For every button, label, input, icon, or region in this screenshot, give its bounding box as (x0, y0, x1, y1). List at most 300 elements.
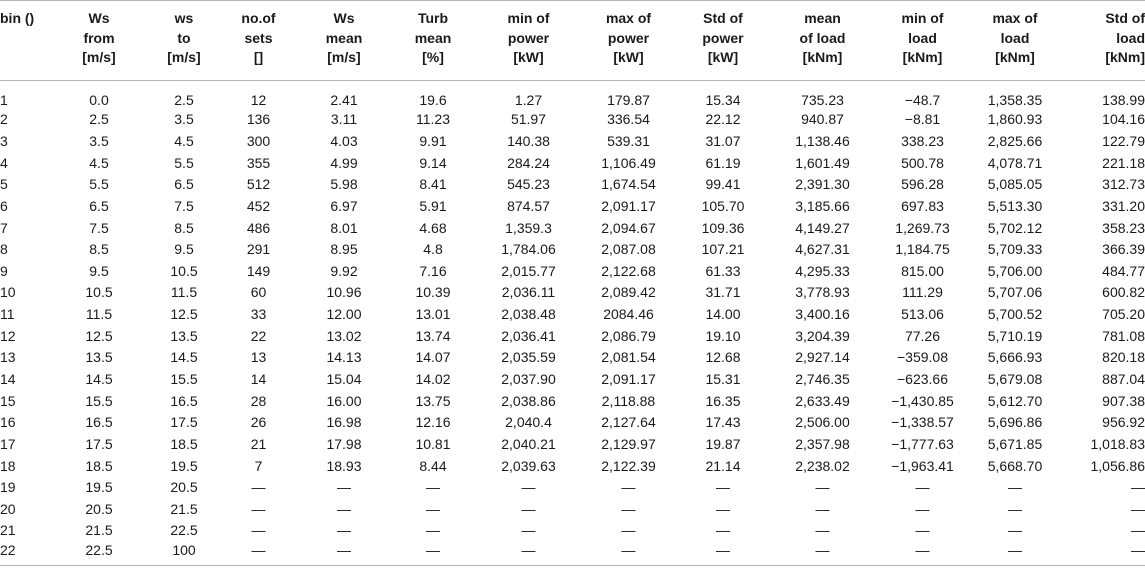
table-cell: 2,633.49 (795, 392, 850, 409)
table-cell: 2,037.90 (501, 371, 556, 387)
table-row (0, 542, 1145, 566)
table-row (0, 282, 1145, 304)
table-cell: 10.5 (85, 284, 113, 301)
table-cell: 11.23 (416, 111, 450, 128)
table-cell: 20.5 (85, 500, 113, 517)
table-cell: — (251, 500, 266, 517)
bin-number-cell: 12 (0, 327, 16, 344)
table-row (0, 369, 1145, 391)
table-cell: — (969, 542, 1061, 566)
table-cell: −1,338.57 (891, 414, 954, 431)
bin-number-cell: 11 (0, 306, 15, 323)
table-cell: — (716, 522, 730, 539)
table-cell: — (915, 500, 930, 517)
table-cell: 51.97 (510, 111, 547, 128)
table-cell: 7 (254, 457, 263, 474)
column-header: Turb mean [%] (389, 1, 477, 81)
table-cell: 5,710.19 (987, 327, 1043, 344)
table-cell: — (815, 522, 830, 539)
table-cell: 5,085.05 (987, 176, 1043, 193)
table-cell: 4.99 (330, 154, 358, 171)
table-cell: 15.04 (326, 371, 362, 387)
table-cell: — (815, 479, 830, 496)
table-cell: 5,707.06 (987, 284, 1043, 301)
table-cell: 2.5 (89, 111, 109, 128)
table-cell: 5.98 (330, 176, 358, 193)
table-cell: 17.5 (85, 435, 113, 452)
table-row (0, 131, 1145, 153)
table-cell: 3,204.39 (795, 327, 850, 344)
table-cell: 12.16 (415, 414, 451, 431)
table-cell: 2,040.4 (505, 414, 552, 431)
table-cell: 338.23 (901, 132, 944, 149)
table-cell: 12 (250, 92, 267, 108)
table-cell: 284.24 (507, 154, 550, 171)
table-header (0, 1, 1145, 81)
table-cell: 107.21 (701, 241, 745, 258)
table-cell: 484.77 (1102, 262, 1145, 279)
table-cell: 2084.46 (603, 306, 654, 323)
bin-number-cell: 19 (0, 479, 16, 496)
table-cell: 16.5 (170, 392, 198, 409)
table-row (0, 499, 1145, 521)
table-cell: 5,668.70 (987, 457, 1043, 474)
table-cell: 8.5 (174, 219, 194, 236)
bin-number-cell: 7 (0, 219, 8, 236)
bin-number-cell: 5 (0, 176, 8, 193)
table-cell: — (716, 500, 730, 517)
table-cell: 539.31 (607, 132, 650, 149)
table-cell: 1,784.06 (501, 241, 556, 258)
table-cell: 21.5 (85, 522, 113, 539)
bin-number-cell: 15 (0, 392, 16, 409)
table-row (0, 174, 1145, 196)
table-cell: 1,359.3 (505, 219, 552, 236)
table-cell: 61.19 (705, 154, 741, 171)
table-cell: 4.68 (419, 219, 447, 236)
table-cell: 33 (250, 306, 267, 323)
table-cell: 8.44 (419, 457, 447, 474)
bin-number-cell: 9 (0, 262, 8, 279)
table-cell: 5.91 (419, 197, 447, 214)
table-cell: 26 (250, 414, 267, 431)
table-cell: — (1131, 522, 1145, 539)
table-cell: 12.5 (170, 306, 198, 323)
column-header: no.of sets [] (218, 1, 299, 81)
table-cell: 956.92 (1102, 414, 1145, 431)
table-cell: 9.91 (419, 132, 447, 149)
table-row (0, 81, 1145, 110)
table-cell: — (426, 479, 440, 496)
table-cell: 331.20 (1102, 197, 1145, 214)
table-cell: 5.5 (89, 176, 109, 193)
table-cell: — (915, 479, 930, 496)
table-cell: — (621, 479, 636, 496)
table-cell: 8.41 (419, 176, 447, 193)
table-row (0, 260, 1145, 282)
table-cell: 10.5 (170, 262, 198, 279)
table-cell: 19.5 (170, 457, 198, 474)
table-cell: 104.16 (1102, 111, 1145, 128)
table-cell: 874.57 (507, 197, 550, 214)
table-cell: 2,086.79 (601, 327, 656, 344)
table-cell: 3.11 (330, 111, 358, 128)
table-cell: 17.5 (170, 414, 198, 431)
table-cell: 2,825.66 (987, 132, 1043, 149)
table-cell: 2,238.02 (795, 457, 850, 474)
table-cell: 13.75 (415, 392, 451, 409)
table-cell: 13.74 (415, 327, 451, 344)
table-cell: 111.29 (902, 284, 943, 301)
table-cell: 109.36 (701, 219, 745, 236)
table-cell: 1.27 (514, 92, 543, 108)
table-cell: 336.54 (607, 111, 650, 128)
table-cell: 5,702.12 (987, 219, 1043, 236)
column-header: ws to [m/s] (150, 1, 218, 81)
table-cell: 17.43 (705, 414, 741, 431)
table-cell: 16.5 (85, 414, 113, 431)
table-cell: 2.41 (330, 92, 358, 108)
table-cell: 7.5 (174, 197, 194, 214)
table-cell: 705.20 (1102, 306, 1145, 323)
table-cell: 9.14 (419, 154, 447, 171)
column-header: min of power [kW] (477, 1, 580, 81)
table-cell: 122.79 (1102, 132, 1145, 149)
table-cell: 19.5 (85, 479, 113, 496)
table-cell: — (251, 479, 266, 496)
table-cell: 3,400.16 (795, 306, 850, 323)
table-cell: 60 (250, 284, 267, 301)
table-cell: — (769, 542, 876, 566)
table-cell: 1,674.54 (601, 176, 656, 193)
table-row (0, 520, 1145, 542)
table-cell: 0.0 (89, 92, 109, 108)
table-row (0, 152, 1145, 174)
table-cell: 5,709.33 (987, 241, 1043, 258)
table-cell: 5,513.30 (987, 197, 1043, 214)
table-cell: 2,357.98 (795, 435, 850, 452)
table-row (0, 217, 1145, 239)
table-cell: — (426, 522, 440, 539)
table-cell: 140.38 (507, 132, 550, 149)
table-cell: — (1061, 542, 1145, 566)
column-header: max of power [kW] (580, 1, 677, 81)
table-cell: 15.5 (85, 392, 113, 409)
table-cell: 4.03 (330, 132, 358, 149)
table-cell: 61.33 (705, 262, 741, 279)
table-cell: 8.01 (330, 219, 358, 236)
table-cell: 2,122.68 (601, 262, 656, 279)
table-cell: 1,601.49 (795, 154, 850, 171)
table-cell: −1,777.63 (891, 435, 954, 452)
table-cell: 500.78 (901, 154, 944, 171)
table-row (0, 304, 1145, 326)
table-cell: 31.07 (705, 132, 741, 149)
table-cell: 907.38 (1102, 392, 1145, 409)
table-cell: 138.99 (1102, 92, 1145, 108)
table-cell: 2,506.00 (795, 414, 850, 431)
table-cell: 13.5 (85, 349, 113, 366)
table-cell: 13.5 (170, 327, 198, 344)
table-row (0, 412, 1145, 434)
table-cell: 1,056.86 (1090, 457, 1145, 474)
table-row (0, 109, 1145, 131)
table-cell: 4,078.71 (987, 154, 1043, 171)
table-cell: — (337, 479, 351, 496)
table-cell: 5,700.52 (987, 306, 1043, 323)
table-cell: 6.5 (89, 197, 109, 214)
table-cell: 2,035.59 (501, 349, 556, 366)
table-body (0, 81, 1145, 566)
table-cell: — (426, 500, 440, 517)
table-cell: 781.08 (1102, 327, 1145, 344)
table-cell: — (1008, 479, 1022, 496)
bin-number-cell: 4 (0, 154, 8, 171)
table-cell: 16.00 (326, 392, 362, 409)
table-cell: 820.18 (1102, 349, 1145, 366)
table-cell: 887.04 (1102, 371, 1145, 387)
table-cell: 10.96 (326, 284, 362, 301)
table-cell: — (521, 522, 536, 539)
table-cell: 7.5 (89, 219, 109, 236)
table-cell: 179.87 (607, 92, 650, 108)
column-header: min of load [kNm] (876, 1, 969, 81)
table-cell: 14.13 (326, 349, 362, 366)
table-cell: 3,778.93 (795, 284, 850, 301)
table-cell: 149 (246, 262, 271, 279)
table-cell: — (337, 500, 351, 517)
bin-number-cell: 14 (0, 371, 16, 387)
bin-number-cell: 10 (0, 284, 16, 301)
table-cell: −623.66 (897, 371, 948, 387)
table-cell: 2,036.41 (501, 327, 556, 344)
table-cell: 5,696.86 (987, 414, 1043, 431)
table-cell: 2,089.42 (601, 284, 656, 301)
table-cell: — (299, 542, 389, 566)
bin-number-cell: 8 (0, 241, 8, 258)
bin-number-cell: 1 (0, 92, 8, 108)
table-cell: 366.39 (1102, 241, 1145, 258)
bin-number-cell: 2 (0, 111, 8, 128)
table-cell: — (251, 522, 266, 539)
table-cell: 136 (246, 111, 271, 128)
table-cell: 2,118.88 (601, 392, 656, 409)
table-cell: 105.70 (701, 197, 745, 214)
table-cell: 16.98 (326, 414, 362, 431)
table-cell: — (521, 479, 536, 496)
table-cell: 15.31 (705, 371, 741, 387)
table-cell: 19.10 (705, 327, 741, 344)
table-row (0, 196, 1145, 218)
table-cell: 5,706.00 (987, 262, 1043, 279)
table-cell: — (580, 542, 677, 566)
table-cell: 5,612.70 (987, 392, 1043, 409)
table-cell: 2,040.21 (501, 435, 556, 452)
column-header: Std of power [kW] (677, 1, 769, 81)
table-cell: 596.28 (901, 176, 944, 193)
table-cell: 312.73 (1102, 176, 1145, 193)
table-row (0, 455, 1145, 477)
table-cell: 14.5 (85, 371, 113, 387)
table-cell: 1,860.93 (987, 111, 1043, 128)
table-cell: 5.5 (174, 154, 194, 171)
table-cell: 22.5 (48, 542, 150, 566)
table-cell: 2,081.54 (601, 349, 656, 366)
table-cell: 12.68 (705, 349, 741, 366)
table-cell: 358.23 (1102, 219, 1145, 236)
table-cell: 12.00 (326, 306, 362, 323)
table-cell: 22 (250, 327, 267, 344)
table-cell: 940.87 (801, 111, 844, 128)
table-row (0, 325, 1145, 347)
table-cell: 14 (250, 371, 267, 387)
table-cell: 14.5 (170, 349, 198, 366)
table-cell: 5,666.93 (987, 349, 1043, 366)
table-cell: 735.23 (801, 92, 844, 108)
table-cell: 600.82 (1102, 284, 1145, 301)
table-row (0, 477, 1145, 499)
table-cell: 13 (250, 349, 267, 366)
table-cell: 6.5 (174, 176, 194, 193)
table-cell: 6.97 (330, 197, 358, 214)
table-cell: 10.81 (415, 435, 451, 452)
table-cell: 9.5 (89, 262, 109, 279)
table-cell: 2,391.30 (795, 176, 850, 193)
table-cell: — (1008, 500, 1022, 517)
table-cell: 2,091.17 (601, 197, 656, 214)
table-cell: 2,038.48 (501, 306, 556, 323)
column-header: Std of load [kNm] (1061, 1, 1145, 81)
table-cell: 3.5 (89, 132, 109, 149)
table-cell: 2,129.97 (601, 435, 656, 452)
table-cell: 4,149.27 (795, 219, 850, 236)
table-cell: 1,106.49 (601, 154, 656, 171)
table-cell: 2,036.11 (501, 284, 556, 301)
table-cell: 11.5 (170, 284, 198, 301)
table-cell: 13.02 (326, 327, 362, 344)
table-cell: 221.18 (1102, 154, 1145, 171)
table-cell: 1,269.73 (895, 219, 950, 236)
column-header: max of load [kNm] (969, 1, 1061, 81)
column-header: bin () (0, 1, 48, 81)
table-cell: — (621, 522, 636, 539)
table-cell: 12.5 (85, 327, 113, 344)
bin-number-cell: 3 (0, 132, 8, 149)
table-cell: 2,039.63 (501, 457, 556, 474)
table-cell: 2,746.35 (795, 371, 850, 387)
table-cell: 18.93 (326, 457, 362, 474)
bin-number-cell: 20 (0, 500, 16, 517)
table-cell: 77.26 (904, 327, 941, 344)
table-cell: — (218, 542, 299, 566)
table-cell: 355 (246, 154, 271, 171)
table-cell: 697.83 (901, 197, 944, 214)
table-cell: — (389, 542, 477, 566)
column-header: Ws mean [m/s] (299, 1, 389, 81)
table-cell: 1,138.46 (795, 132, 850, 149)
table-cell: 8.5 (89, 241, 109, 258)
table-cell: 17.98 (326, 435, 362, 452)
table-cell: 99.41 (705, 176, 741, 193)
table-cell: 1,358.35 (987, 92, 1043, 108)
table-cell: 4.5 (89, 154, 109, 171)
table-cell: 9.92 (330, 262, 358, 279)
table-row (0, 434, 1145, 456)
table-cell: 513.06 (901, 306, 944, 323)
table-cell: 815.00 (901, 262, 944, 279)
bin-number-cell: 13 (0, 349, 16, 366)
table-cell: 545.23 (507, 176, 550, 193)
table-cell: 4.8 (423, 241, 443, 258)
table-cell: 452 (246, 197, 271, 214)
table-cell: 1,184.75 (895, 241, 950, 258)
table-cell: 15.5 (170, 371, 198, 387)
table-cell: −359.08 (897, 349, 948, 366)
table-cell: 14.07 (415, 349, 451, 366)
table-cell: 22.12 (705, 111, 741, 128)
table-cell: 4,627.31 (795, 241, 850, 258)
table-cell: 3.5 (174, 111, 194, 128)
table-cell: 4.5 (174, 132, 194, 149)
table-cell: −1,963.41 (891, 457, 954, 474)
table-cell: 22.5 (170, 522, 198, 539)
table-cell: — (1131, 500, 1145, 517)
table-cell: 2,927.14 (795, 349, 850, 366)
table-cell: 7.16 (419, 262, 447, 279)
table-cell: 11.5 (85, 306, 113, 323)
table-cell: 300 (246, 132, 271, 149)
table-cell: 18.5 (85, 457, 113, 474)
table-cell: 2,015.77 (501, 262, 556, 279)
table-cell: 31.71 (705, 284, 741, 301)
bin-number-cell: 16 (0, 414, 16, 431)
table-cell: 2.5 (174, 92, 194, 108)
bin-number-cell: 6 (0, 197, 8, 214)
table-cell: 1,018.83 (1090, 435, 1145, 452)
table-cell: −1,430.85 (891, 392, 954, 409)
table-cell: 21 (250, 435, 267, 452)
table-cell: 2,094.67 (601, 219, 656, 236)
table-cell: 2,038.86 (501, 392, 556, 409)
table-cell: — (1008, 522, 1022, 539)
table-cell: 10.39 (415, 284, 451, 301)
table-cell: — (915, 522, 930, 539)
table-cell: — (716, 479, 730, 496)
table-cell: −8.81 (904, 111, 941, 128)
table-cell: 512 (246, 176, 271, 193)
table-row (0, 347, 1145, 369)
table-cell: 20.5 (170, 479, 198, 496)
table-cell: 15.34 (705, 92, 741, 108)
header-row (0, 1, 1145, 81)
table-cell: 8.95 (330, 241, 358, 258)
bin-number-cell: 17 (0, 435, 16, 452)
table-cell: 14.00 (705, 306, 741, 323)
table-cell: 3,185.66 (795, 197, 850, 214)
table-cell: — (477, 542, 580, 566)
table-cell: 18.5 (170, 435, 198, 452)
table-cell: 291 (246, 241, 271, 258)
table-cell: 2,091.17 (601, 371, 656, 387)
table-cell: — (1131, 479, 1145, 496)
bin-number-cell: 18 (0, 457, 16, 474)
table-cell: 19.6 (419, 92, 447, 108)
column-header: Ws from [m/s] (48, 1, 150, 81)
table-cell: — (876, 542, 969, 566)
table-cell: 21.5 (170, 500, 198, 517)
table-cell: 28 (250, 392, 267, 409)
bin-number-cell: 21 (0, 522, 16, 539)
